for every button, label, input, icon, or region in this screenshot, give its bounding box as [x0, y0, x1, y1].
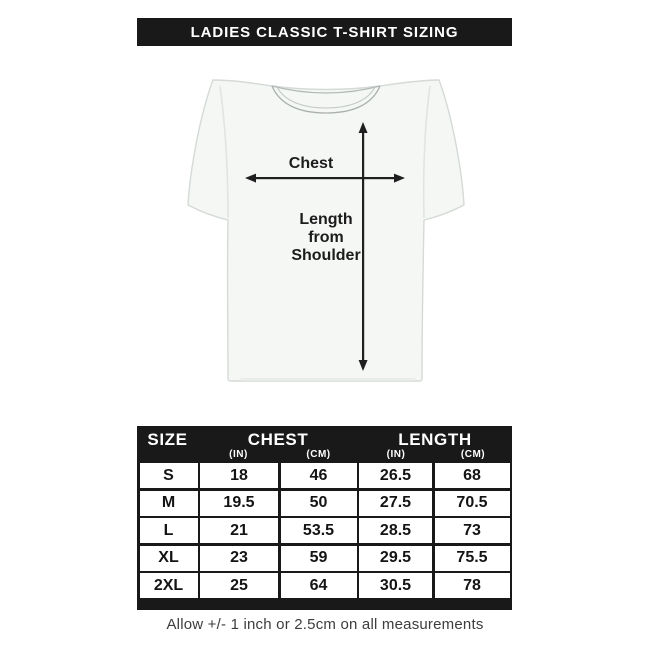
unit-length-in: (IN) [386, 449, 406, 460]
length-in-cell: 30.5 [359, 573, 432, 598]
chest-cm-cell: 50 [281, 491, 357, 516]
chest-cm-cell: 64 [281, 573, 357, 598]
length-in-cell: 27.5 [359, 491, 432, 516]
page-title: LADIES CLASSIC T-SHIRT SIZING [190, 23, 459, 41]
length-cm-cell: 78 [435, 573, 510, 598]
chest-in-cell: 23 [200, 546, 278, 571]
length-cm-cell: 73 [435, 518, 510, 543]
chest-measurement-label: Chest [288, 155, 334, 172]
size-cell: S [140, 463, 198, 488]
length-in-cell: 28.5 [359, 518, 432, 543]
length-in-cell: 29.5 [359, 546, 432, 571]
chest-cm-cell: 53.5 [281, 518, 357, 543]
size-cell: 2XL [140, 573, 198, 598]
chest-cm-cell: 59 [281, 546, 357, 571]
length-cm-cell: 68 [435, 463, 510, 488]
size-cell: XL [140, 546, 198, 571]
chest-in-cell: 18 [200, 463, 278, 488]
length-in-cell: 26.5 [359, 463, 432, 488]
size-table [137, 426, 512, 610]
length-cm-cell: 75.5 [435, 546, 510, 571]
table-bottom-bar [137, 598, 512, 610]
size-cell: M [140, 491, 198, 516]
chest-in-cell: 21 [200, 518, 278, 543]
column-header-chest: CHEST [247, 430, 309, 449]
unit-length-cm: (CM) [460, 449, 486, 460]
unit-chest-cm: (CM) [306, 449, 331, 460]
measurement-tolerance-note: Allow +/- 1 inch or 2.5cm on all measurements [166, 616, 484, 633]
length-cm-cell: 70.5 [435, 491, 510, 516]
table-header [137, 426, 512, 463]
length-label-line: Shoulder [291, 247, 361, 264]
chest-in-cell: 25 [200, 573, 278, 598]
chest-cm-cell: 46 [281, 463, 357, 488]
length-label-line: Length [299, 211, 353, 228]
hem-shadow [240, 378, 416, 381]
table-header-main-row [137, 430, 512, 448]
chest-in-cell: 19.5 [200, 491, 278, 516]
column-header-size: SIZE [147, 430, 188, 449]
length-label-line: from [308, 229, 344, 246]
column-header-length: LENGTH [398, 430, 472, 449]
table-body [137, 463, 512, 598]
length-measurement-label [276, 211, 376, 265]
unit-chest-in: (IN) [229, 449, 248, 460]
size-cell: L [140, 518, 198, 543]
